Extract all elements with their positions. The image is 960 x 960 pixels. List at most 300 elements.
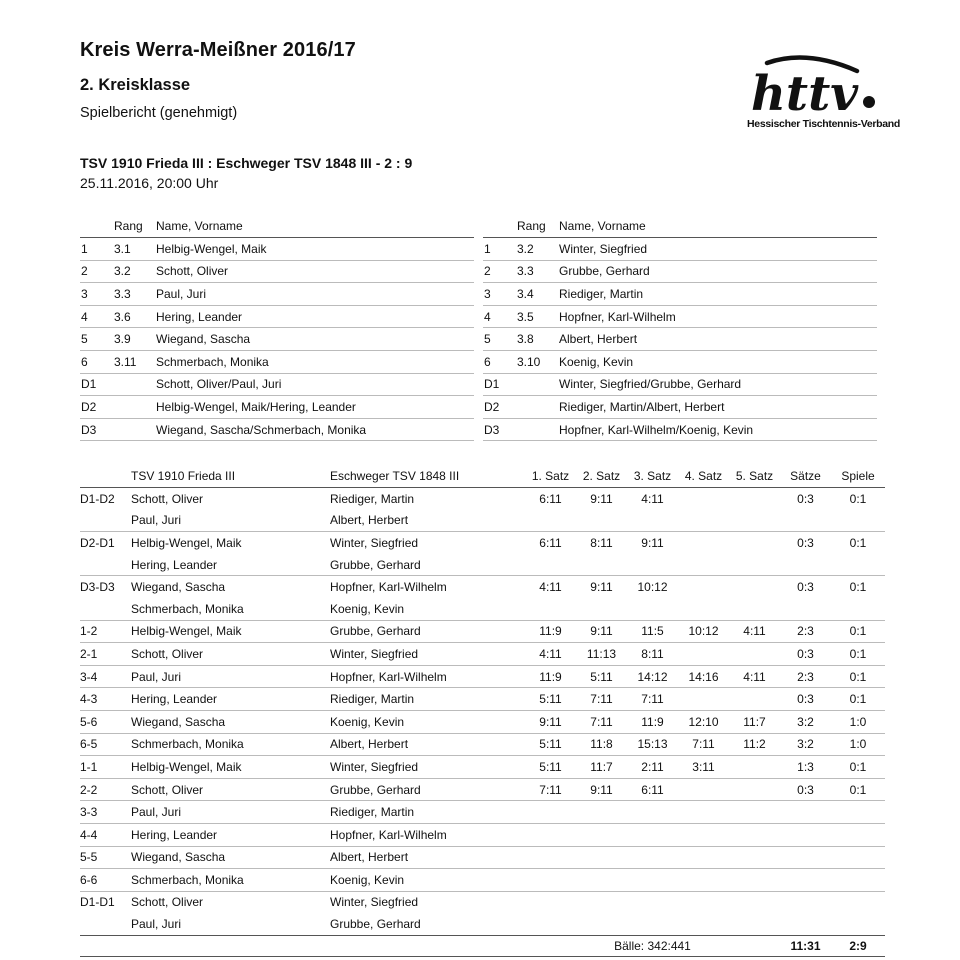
game-set-1-score: [525, 891, 576, 913]
game-away-player: Riediger, Martin: [330, 688, 525, 711]
game-set-1-score: 9:11: [525, 710, 576, 733]
game-set-3-score: [627, 823, 678, 846]
roster-pos: 1: [80, 238, 114, 261]
roster-player-name: Albert, Herbert: [559, 328, 877, 351]
game-spiele: [831, 869, 885, 892]
league-name: 2. Kreisklasse: [80, 76, 191, 94]
game-set-4-score: 12:10: [678, 710, 729, 733]
roster-player-name: Paul, Juri: [156, 283, 474, 306]
game-row: [80, 733, 885, 756]
game-pairing: [80, 554, 131, 576]
game-home-player: Schott, Oliver: [131, 643, 330, 666]
games-table: [80, 465, 885, 957]
match-datetime: 25.11.2016, 20:00 Uhr: [80, 175, 219, 191]
game-set-2-score: [576, 801, 627, 824]
game-pairing: 1-2: [80, 620, 131, 643]
game-set-4-score: [678, 846, 729, 869]
roster-rank: 3.4: [517, 283, 559, 306]
game-saetze: 0:3: [797, 535, 814, 550]
roster-pos: 3: [80, 283, 114, 306]
roster-row: [80, 373, 474, 396]
game-set-5-score: [729, 643, 780, 666]
game-set-1-score: [525, 598, 576, 620]
game-saetze: 0:3: [797, 491, 814, 506]
roster-row: [483, 396, 877, 419]
roster-row: [80, 238, 474, 261]
roster-pos: 4: [80, 305, 114, 328]
game-set-5-score: [729, 913, 780, 935]
game-set-3-score: [627, 913, 678, 935]
game-set-1-score: 11:9: [525, 665, 576, 688]
game-home-player: Paul, Juri: [131, 665, 330, 688]
game-saetze: [780, 598, 831, 620]
game-spiele: [831, 554, 885, 576]
game-home-player: Helbig-Wengel, Maik: [131, 620, 330, 643]
game-saetze: [780, 510, 831, 532]
game-set-3-score: 9:11: [641, 535, 664, 550]
games-header-home-team: TSV 1910 Frieda III: [131, 465, 330, 488]
game-set-1-score: [525, 510, 576, 532]
game-set-4-score: [678, 598, 729, 620]
game-saetze: 3:2: [780, 710, 831, 733]
roster-rank: 3.8: [517, 328, 559, 351]
roster-row: [80, 260, 474, 283]
game-spiele: [831, 510, 885, 532]
game-set-1-score: 5:11: [525, 733, 576, 756]
game-pairing: 6-5: [80, 733, 131, 756]
game-home-player: Paul, Juri: [131, 801, 330, 824]
game-set-3-score: 15:13: [627, 733, 678, 756]
home-roster-table: [80, 215, 474, 441]
game-spiele: 0:1: [831, 688, 885, 711]
roster-rank: [517, 373, 559, 396]
game-away-player: Winter, Siegfried: [330, 895, 419, 910]
roster-rank: [517, 396, 559, 419]
roster-pos: 6: [483, 350, 517, 373]
game-row: [80, 846, 885, 869]
game-saetze: [780, 846, 831, 869]
roster-row: [80, 283, 474, 306]
game-row: [80, 598, 885, 620]
game-set-1-score: [525, 554, 576, 576]
game-set-2-score: 7:11: [576, 710, 627, 733]
game-saetze: 0:3: [780, 643, 831, 666]
game-away-player: Koenig, Kevin: [330, 869, 525, 892]
game-set-4-score: [678, 510, 729, 532]
roster-player-name: Grubbe, Gerhard: [559, 260, 877, 283]
game-set-1-score: [525, 869, 576, 892]
game-set-1-score: [525, 823, 576, 846]
game-set-1-score: [525, 801, 576, 824]
game-spiele: 0:1: [831, 756, 885, 779]
roster-rank: [114, 418, 156, 441]
roster-header-row: [483, 215, 877, 238]
game-away-player: Grubbe, Gerhard: [330, 620, 525, 643]
game-away-player: Koenig, Kevin: [330, 598, 525, 620]
game-set-3-score: [627, 869, 678, 892]
game-set-4-score: 14:16: [678, 665, 729, 688]
game-set-4-score: [678, 488, 729, 510]
game-set-4-score: [678, 913, 729, 935]
game-set-3-score: [627, 510, 678, 532]
game-away-player: Riediger, Martin: [330, 801, 525, 824]
httv-logo-mark: [745, 55, 890, 117]
roster-pos: 2: [483, 260, 517, 283]
game-saetze: [780, 801, 831, 824]
game-set-4-score: [678, 576, 729, 598]
game-pairing: [80, 598, 131, 620]
game-pairing: [80, 913, 131, 935]
roster-pos: D2: [483, 396, 517, 419]
game-row: [80, 643, 885, 666]
roster-row: [80, 350, 474, 373]
roster-pos: D1: [80, 373, 114, 396]
game-set-2-score: 7:11: [576, 688, 627, 711]
game-saetze: [780, 891, 831, 913]
game-set-4-score: [678, 869, 729, 892]
game-set-2-score: 9:11: [576, 620, 627, 643]
game-set-1-score: [525, 846, 576, 869]
roster-header-name: Name, Vorname: [559, 215, 877, 238]
game-set-3-score: [627, 846, 678, 869]
game-set-5-score: [729, 756, 780, 779]
game-spiele: [831, 913, 885, 935]
game-row: [80, 913, 885, 935]
roster-row: [80, 305, 474, 328]
game-set-2-score: [576, 869, 627, 892]
report-status: Spielbericht (genehmigt): [80, 105, 238, 121]
total-balls: Bälle: 342:441: [525, 935, 780, 956]
game-set-4-score: 3:11: [678, 756, 729, 779]
game-set-5-score: [729, 554, 780, 576]
game-spiele: 1:0: [831, 733, 885, 756]
game-row: [80, 510, 885, 532]
game-row: [80, 532, 885, 554]
game-row: [80, 554, 885, 576]
roster-player-name: Wiegand, Sascha/Schmerbach, Monika: [156, 418, 474, 441]
game-set-2-score: [576, 598, 627, 620]
roster-player-name: Wiegand, Sascha: [156, 328, 474, 351]
roster-rank: 3.6: [114, 305, 156, 328]
game-home-player: Schmerbach, Monika: [131, 733, 330, 756]
game-set-2-score: [576, 823, 627, 846]
game-set-3-score: 6:11: [627, 778, 678, 801]
game-set-2-score: 11:8: [576, 733, 627, 756]
roster-player-name: Riediger, Martin/Albert, Herbert: [559, 396, 877, 419]
game-set-2-score: [576, 846, 627, 869]
game-saetze: 3:2: [780, 733, 831, 756]
roster-row: [483, 305, 877, 328]
game-set-5-score: [729, 778, 780, 801]
roster-row: [483, 350, 877, 373]
roster-header-pos: [483, 215, 517, 238]
game-row: [80, 778, 885, 801]
roster-player-name: Hopfner, Karl-Wilhelm: [559, 305, 877, 328]
game-set-2-score: [576, 510, 627, 532]
roster-row: [80, 418, 474, 441]
game-spiele: 1:0: [831, 710, 885, 733]
game-set-5-score: [729, 801, 780, 824]
roster-row: [483, 283, 877, 306]
logo-caption: Hessischer Tischtennis-Verband: [747, 118, 901, 130]
games-header-set-5: 5. Satz: [729, 465, 780, 488]
roster-player-name: Helbig-Wengel, Maik: [156, 238, 474, 261]
game-set-5-score: 4:11: [729, 620, 780, 643]
game-pairing: 5-6: [80, 710, 131, 733]
game-home-player: Paul, Juri: [131, 510, 330, 532]
game-pairing: 6-6: [80, 869, 131, 892]
game-spiele: 0:1: [831, 643, 885, 666]
game-spiele: [831, 891, 885, 913]
roster-player-name: Schmerbach, Monika: [156, 350, 474, 373]
roster-pos: 3: [483, 283, 517, 306]
game-set-3-score: 4:11: [641, 491, 664, 506]
game-set-3-score: 11:5: [627, 620, 678, 643]
game-pairing: D2-D1: [80, 535, 115, 550]
game-away-player: Grubbe, Gerhard: [330, 778, 525, 801]
game-pairing: D1-D2: [80, 491, 115, 506]
games-header-set-1: 1. Satz: [525, 465, 576, 488]
roster-row: [80, 328, 474, 351]
game-set-2-score: 5:11: [576, 665, 627, 688]
game-set-4-score: [678, 891, 729, 913]
game-away-player: Hopfner, Karl-Wilhelm: [330, 665, 525, 688]
total-spiele: 2:9: [831, 935, 885, 956]
roster-player-name: Helbig-Wengel, Maik/Hering, Leander: [156, 396, 474, 419]
roster-row: [483, 260, 877, 283]
roster-rank: 3.2: [517, 238, 559, 261]
game-set-5-score: [729, 598, 780, 620]
game-row: [80, 801, 885, 824]
game-home-player: Schott, Oliver: [131, 778, 330, 801]
game-home-player: Helbig-Wengel, Maik: [131, 756, 330, 779]
game-pairing: D1-D1: [80, 895, 115, 910]
game-home-player: Schott, Oliver: [131, 491, 204, 506]
game-pairing: 3-3: [80, 801, 131, 824]
game-set-5-score: [729, 869, 780, 892]
roster-header-rank: Rang: [114, 215, 156, 238]
game-set-3-score: [627, 598, 678, 620]
game-set-2-score: 9:11: [590, 491, 613, 506]
game-set-2-score: 11:13: [576, 643, 627, 666]
match-heading: TSV 1910 Frieda III : Eschweger TSV 1848 III - 2 : 9: [80, 155, 413, 171]
roster-rank: 3.1: [114, 238, 156, 261]
game-pairing: 2-2: [80, 778, 131, 801]
game-saetze: [780, 913, 831, 935]
game-spiele: 0:1: [849, 491, 867, 506]
game-away-player: Riediger, Martin: [330, 491, 415, 506]
roster-row: [80, 396, 474, 419]
game-pairing: 5-5: [80, 846, 131, 869]
games-header-away-team: Eschweger TSV 1848 III: [330, 465, 525, 488]
game-home-player: Wiegand, Sascha: [131, 846, 330, 869]
game-row: [80, 665, 885, 688]
game-set-5-score: [729, 532, 780, 554]
game-set-3-score: 7:11: [627, 688, 678, 711]
game-set-2-score: 8:11: [590, 535, 613, 550]
game-away-player: Albert, Herbert: [330, 733, 525, 756]
roster-pos: D3: [483, 418, 517, 441]
game-set-4-score: [678, 823, 729, 846]
roster-rank: 3.2: [114, 260, 156, 283]
roster-player-name: Winter, Siegfried/Grubbe, Gerhard: [559, 373, 877, 396]
game-away-player: Albert, Herbert: [330, 510, 525, 532]
roster-player-name: Koenig, Kevin: [559, 350, 877, 373]
game-set-3-score: [627, 554, 678, 576]
roster-rank: 3.3: [517, 260, 559, 283]
roster-header-name: Name, Vorname: [156, 215, 474, 238]
roster-header-rank: Rang: [517, 215, 559, 238]
game-set-3-score: [627, 801, 678, 824]
game-row: [80, 576, 885, 598]
game-spiele: 0:1: [849, 580, 867, 595]
game-set-2-score: 11:7: [576, 756, 627, 779]
roster-player-name: Schott, Oliver/Paul, Juri: [156, 373, 474, 396]
roster-player-name: Winter, Siegfried: [559, 238, 877, 261]
game-away-player: Hopfner, Karl-Wilhelm: [330, 580, 447, 595]
game-set-4-score: [678, 643, 729, 666]
roster-rank: [114, 373, 156, 396]
game-set-4-score: [678, 801, 729, 824]
roster-pos: 6: [80, 350, 114, 373]
roster-player-name: Hopfner, Karl-Wilhelm/Koenig, Kevin: [559, 418, 877, 441]
game-saetze: 0:3: [780, 688, 831, 711]
roster-pos: 1: [483, 238, 517, 261]
game-set-2-score: [576, 891, 627, 913]
game-row: [80, 620, 885, 643]
game-home-player: Paul, Juri: [131, 913, 330, 935]
game-set-5-score: [729, 688, 780, 711]
game-home-player: Hering, Leander: [131, 554, 330, 576]
game-set-5-score: 11:2: [729, 733, 780, 756]
game-away-player: Grubbe, Gerhard: [330, 554, 525, 576]
games-header-set-3: 3. Satz: [627, 465, 678, 488]
game-row: [80, 823, 885, 846]
game-set-3-score: 10:12: [637, 580, 668, 595]
game-set-2-score: [576, 554, 627, 576]
roster-header-pos: [80, 215, 114, 238]
game-set-5-score: 4:11: [729, 665, 780, 688]
game-home-player: Wiegand, Sascha: [131, 710, 330, 733]
game-saetze: 2:3: [780, 620, 831, 643]
game-spiele: [831, 823, 885, 846]
roster-player-name: Schott, Oliver: [156, 260, 474, 283]
game-home-player: Helbig-Wengel, Maik: [131, 535, 242, 550]
roster-player-name: Riediger, Martin: [559, 283, 877, 306]
games-header-set-2: 2. Satz: [576, 465, 627, 488]
game-saetze: [780, 554, 831, 576]
game-pairing: 4-4: [80, 823, 131, 846]
game-pairing: [80, 510, 131, 532]
roster-rank: 3.5: [517, 305, 559, 328]
game-row: [80, 891, 885, 913]
roster-pos: 2: [80, 260, 114, 283]
game-set-5-score: [729, 576, 780, 598]
roster-rank: 3.10: [517, 350, 559, 373]
game-set-4-score: [678, 688, 729, 711]
roster-rank: [517, 418, 559, 441]
game-set-2-score: 9:11: [576, 778, 627, 801]
game-set-4-score: 10:12: [678, 620, 729, 643]
game-away-player: Albert, Herbert: [330, 846, 525, 869]
games-total-row: [80, 935, 885, 956]
game-pairing: 2-1: [80, 643, 131, 666]
game-set-3-score: 11:9: [627, 710, 678, 733]
roster-row: [483, 373, 877, 396]
roster-pos: D2: [80, 396, 114, 419]
game-set-4-score: [678, 778, 729, 801]
roster-header-row: [80, 215, 474, 238]
roster-pos: 4: [483, 305, 517, 328]
game-away-player: Winter, Siegfried: [330, 643, 525, 666]
game-home-player: Schmerbach, Monika: [131, 869, 330, 892]
game-home-player: Hering, Leander: [131, 688, 330, 711]
games-header-pair: [80, 465, 131, 488]
away-roster-table: [483, 215, 877, 441]
roster-rank: 3.11: [114, 350, 156, 373]
game-row: [80, 688, 885, 711]
game-set-1-score: 7:11: [525, 778, 576, 801]
game-set-1-score: 5:11: [525, 688, 576, 711]
games-header-saetze: Sätze: [780, 465, 831, 488]
game-row: [80, 869, 885, 892]
game-set-1-score: 5:11: [525, 756, 576, 779]
roster-row: [483, 328, 877, 351]
roster-rank: [114, 396, 156, 419]
game-home-player: Schmerbach, Monika: [131, 598, 330, 620]
game-set-3-score: [627, 891, 678, 913]
game-away-player: Winter, Siegfried: [330, 756, 525, 779]
games-header-spiele: Spiele: [831, 465, 885, 488]
game-set-3-score: 8:11: [627, 643, 678, 666]
svg-text:httv: httv: [751, 66, 859, 117]
game-away-player: Hopfner, Karl-Wilhelm: [330, 823, 525, 846]
game-set-1-score: 6:11: [539, 535, 562, 550]
game-saetze: [780, 823, 831, 846]
game-set-1-score: 4:11: [525, 643, 576, 666]
roster-row: [483, 418, 877, 441]
game-saetze: 0:3: [780, 778, 831, 801]
game-set-5-score: [729, 846, 780, 869]
game-row: [80, 488, 885, 510]
roster-pos: D1: [483, 373, 517, 396]
game-set-3-score: 14:12: [627, 665, 678, 688]
total-spacer: [80, 935, 525, 956]
games-header-row: [80, 465, 885, 488]
total-saetze: 11:31: [780, 935, 831, 956]
game-set-2-score: [576, 913, 627, 935]
game-set-5-score: [729, 488, 780, 510]
roster-rank: 3.3: [114, 283, 156, 306]
game-spiele: 0:1: [849, 535, 867, 550]
httv-logo: [745, 55, 901, 133]
game-home-player: Hering, Leander: [131, 823, 330, 846]
game-away-player: Winter, Siegfried: [330, 535, 419, 550]
game-home-player: Wiegand, Sascha: [131, 580, 226, 595]
game-spiele: [831, 846, 885, 869]
game-set-5-score: [729, 891, 780, 913]
roster-player-name: Hering, Leander: [156, 305, 474, 328]
game-home-player: Schott, Oliver: [131, 895, 204, 910]
game-set-5-score: 11:7: [729, 710, 780, 733]
game-set-1-score: 11:9: [525, 620, 576, 643]
game-saetze: [780, 869, 831, 892]
game-pairing: 4-3: [80, 688, 131, 711]
game-spiele: 0:1: [831, 620, 885, 643]
game-set-4-score: [678, 532, 729, 554]
game-spiele: 0:1: [831, 665, 885, 688]
game-saetze: 0:3: [797, 580, 814, 595]
